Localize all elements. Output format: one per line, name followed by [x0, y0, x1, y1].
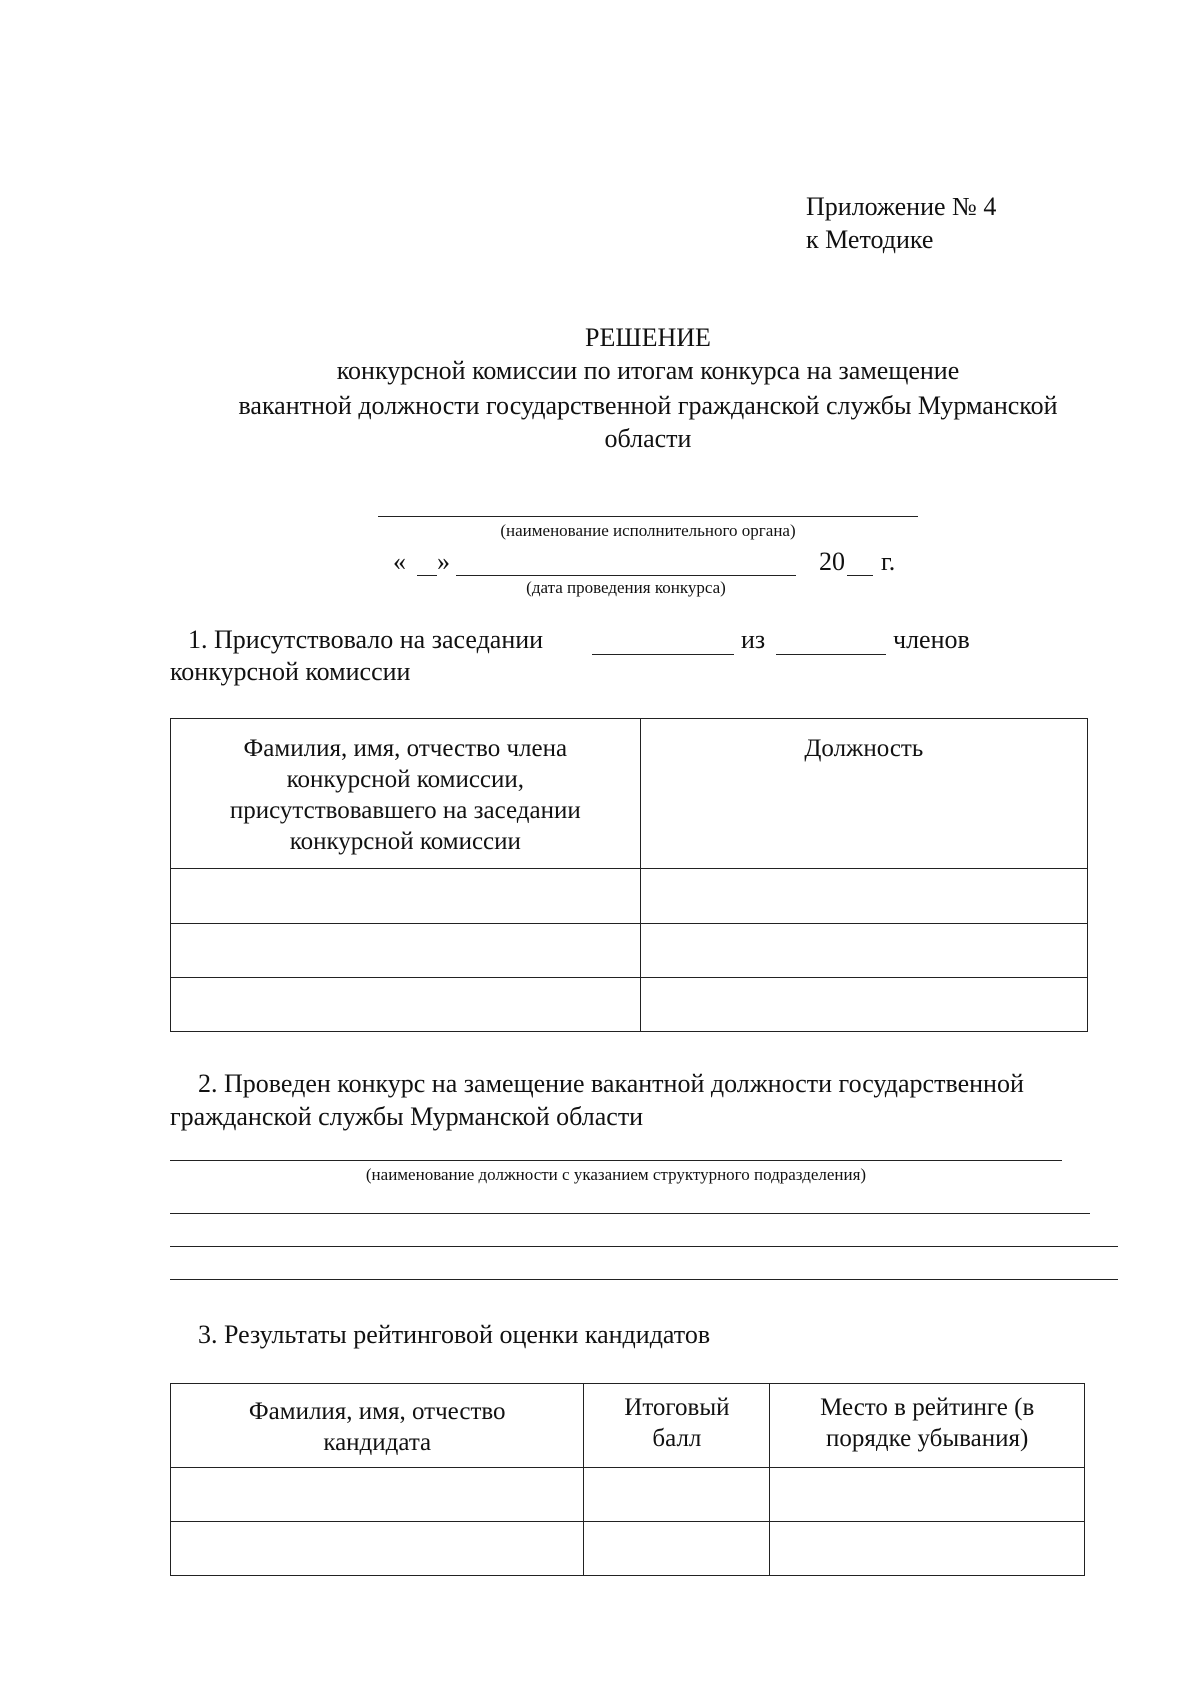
section2-text-line1: 2. Проведен конкурс на замещение вакантной должности государственной	[198, 1069, 1024, 1098]
table-row	[171, 1468, 1085, 1522]
position-name-caption: (наименование должности с указанием структурного подразделения)	[365, 1165, 867, 1184]
total-score-cell[interactable]	[584, 1522, 770, 1576]
member-name-header: Фамилия, имя, отчество члена конкурсной комиссии, присутствовавшего на заседании конкурсной комиссии	[171, 719, 641, 869]
rating-place-cell[interactable]	[770, 1522, 1085, 1576]
section1-text-part3: членов	[893, 625, 970, 654]
member-name-cell[interactable]	[171, 869, 641, 924]
section1-text-part2: из	[741, 625, 766, 654]
member-position-header: Должность	[640, 719, 1087, 869]
table-row	[171, 978, 1088, 1032]
member-position-cell[interactable]	[640, 869, 1087, 924]
section2-text-line2: гражданской службы Мурманской области	[170, 1102, 644, 1131]
member-name-cell[interactable]	[171, 978, 641, 1032]
section1-text-part1: 1. Присутствовало на заседании	[188, 625, 544, 654]
date-month-field[interactable]	[456, 548, 796, 576]
total-members-field[interactable]	[776, 627, 886, 655]
organ-name-line[interactable]	[378, 516, 918, 517]
section1-text-line2: конкурсной комиссии	[170, 657, 411, 686]
appendix-number: Приложение № 4	[806, 192, 997, 221]
member-position-cell[interactable]	[640, 978, 1087, 1032]
present-count-field[interactable]	[592, 627, 734, 655]
member-name-cell[interactable]	[171, 924, 641, 978]
organ-name-caption: (наименование исполнительного органа)	[500, 521, 796, 540]
appendix-reference: к Методике	[806, 225, 934, 254]
date-open-quote: «	[393, 547, 406, 576]
date-close-quote: »	[437, 547, 450, 576]
table-row	[171, 869, 1088, 924]
document-subtitle-line2: вакантной должности государственной гражданской службы Мурманской	[238, 391, 1058, 420]
total-score-header: Итоговый балл	[584, 1384, 770, 1468]
date-year-prefix: 20	[819, 547, 845, 576]
member-position-cell[interactable]	[640, 924, 1087, 978]
table-header-row	[171, 719, 1088, 869]
document-subtitle-line3: области	[604, 424, 692, 453]
date-day-field[interactable]	[417, 548, 437, 576]
position-extra-line-1[interactable]	[170, 1213, 1090, 1214]
position-extra-line-3[interactable]	[170, 1279, 1118, 1280]
position-extra-line-2[interactable]	[170, 1246, 1118, 1247]
candidate-name-cell[interactable]	[171, 1468, 584, 1522]
date-year-suffix: г.	[881, 547, 896, 576]
commission-members-table	[170, 718, 1088, 1032]
date-year-field[interactable]	[847, 548, 873, 576]
candidate-name-cell[interactable]	[171, 1522, 584, 1576]
document-title: РЕШЕНИЕ	[585, 323, 711, 352]
rating-place-cell[interactable]	[770, 1468, 1085, 1522]
date-caption: (дата проведения конкурса)	[526, 578, 726, 597]
table-header-row	[171, 1384, 1085, 1468]
rating-place-header: Место в рейтинге (в порядке убывания)	[770, 1384, 1085, 1468]
table-row	[171, 1522, 1085, 1576]
total-score-cell[interactable]	[584, 1468, 770, 1522]
candidate-name-header: Фамилия, имя, отчество кандидата	[171, 1384, 584, 1468]
section3-title: 3. Результаты рейтинговой оценки кандидатов	[198, 1320, 711, 1349]
candidates-rating-table	[170, 1383, 1085, 1576]
document-subtitle-line1: конкурсной комиссии по итогам конкурса на замещение	[336, 356, 960, 385]
table-row	[171, 924, 1088, 978]
position-name-line[interactable]	[170, 1160, 1062, 1161]
